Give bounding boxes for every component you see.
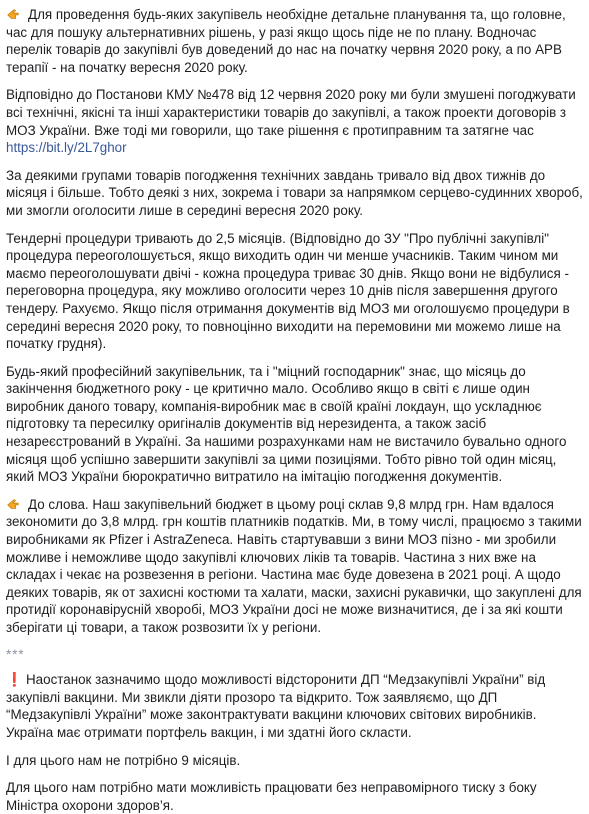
paragraph-text: Наостанок зазначимо щодо можливості відсторонити ДП “Медзакупівлі України” від закупівлі вакцини. Ми звикли діяти прозоро та відкрито. Тож заявляємо, що ДП “Медзакупівлі України” може законтрактувати вакцини ключових світових виробників. Україна має отримати портфель вакцин, і ми здатні його скласти. [6,672,546,740]
paragraph-approval-delay: За деякими групами товарів погодження технічних завдань тривало від двох тижнів до місяця і більше. Тобто деякі з них, зокрема і товари за напрямком серцево-судинних хвороб, ми змогли оголосити лише в середині вересня 2020 року. [6,167,583,218]
paragraph-text: До слова. Наш закупівельний бюджет в цьому році склав 9,8 млрд грн. Нам вдалося зекономити до 3,8 млрд. грн коштів платників податків. Ми, в тому числі, працюємо з такими виробниками як Pfizer і AstraZeneca. Навіть стартувавши з вини МОЗ пізно - ми зробили можливе і неможливе щодо закупівлі ключових ліків та товарів. Частина з них вже на складах і чекає на розвезення в регіони. Частина має буде довезена в 2021 році. А щодо деяких товарів, як от захисні костюми та халати, маски, захисні рукавички, що закуплені для протидії коронавірусній хворобі, МОЗ України досі не може визначитися, де і за які кошти зберігати ці товари, а також розвозити їх у регіони. [6,496,582,635]
paragraph-budget-year: Будь-який професійний закупівельник, та і "міцний господарник" знає, що місяць до закінчення бюджетного року - це критично мало. Особливо якщо в світі є лише один виробник даного товару, компанія-виробник має в своїй країні локдаун, що ускладнює підготовку та пересилку оригіналів документів від нерезидента, а також засіб незареєстрований в Україні. За нашими розрахунками нам не вистачило бувально одного місяця щоб успішно завершити закупівлі за цими позиціями. Тобто рівно той один місяц, який МОЗ України бюрократично витратило на імітацію погодження документів. [6,363,567,485]
pointing-hand-icon [6,7,20,21]
separator: *** [6,646,25,662]
paragraph-vaccines [6,671,583,741]
paragraph-budget-savings [6,496,583,637]
paragraph-tender-procedures: Тендерні процедури тривають до 2,5 місяців. (Відповідно до ЗУ "Про публічні закупівлі" процедура переоголошується, якщо виходить один чи менше учасників. Таким чином ми маємо переоголошувати двічі - кожна процедура триває 30 днів. Якщо вони не відбулися - переговорна процедура, яку можливо оголосити через 10 днів після завершення другого тендеру. Рахуємо. Якщо після отримання документів від МОЗ ми оголошуємо процедури в середині вересня 2020 року, то повноцінно виходити на перемовини ми можемо лише на початку грудня). [6,230,570,352]
paragraph-resolution [6,86,583,156]
bitly-link[interactable]: https://bit.ly/2L7ghor [6,140,127,156]
paragraph-ministry-pressure: Для цього нам потрібно мати можливість працювати без неправомірного тиску з боку Міністра охорони здоров’я. [6,780,537,813]
exclamation-icon: ❗ [6,672,23,688]
paragraph-text: Відповідно до Постанови КМУ №478 від 12 червня 2020 року ми були змушені погоджувати всі технічні, якісні та інші характеристики товарів до закупівлі, а також проекти договорів з МОЗ України. Вже тоді ми говорили, що таке рішення є протиправним та затягне час [6,87,576,138]
paragraph-planning [6,6,583,76]
paragraph-text: Для проведення будь-яких закупівель необхідне детальне планування та, що головне, час для пошуку альтернативних рішень, у разі якщо щось піде не по плану. Водночас перелік товарів до закупівлі був доведений до нас на початку червня 2020 року, а по АРВ терапії - на початку вересня 2020 року. [6,7,566,75]
pointing-hand-icon [6,497,20,511]
paragraph-nine-months: І для цього нам не потрібно 9 місяців. [6,752,241,768]
